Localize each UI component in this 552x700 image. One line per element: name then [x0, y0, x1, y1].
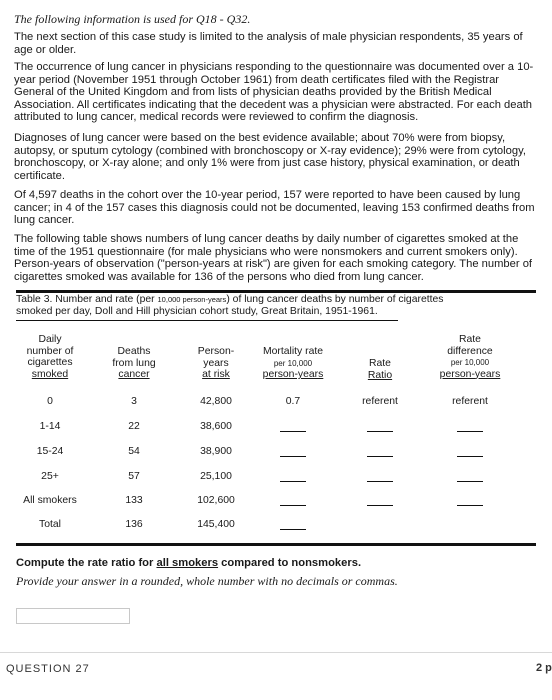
cell-deaths: 133 — [125, 495, 143, 506]
row-label: 0 — [47, 396, 53, 407]
header-rate-difference: Rate difference per 10,000 person-years — [439, 334, 501, 380]
row-label: All smokers — [23, 495, 77, 506]
blank-rate-ratio — [367, 505, 393, 506]
cell-person-years: 145,400 — [197, 519, 235, 530]
paragraph-scope: The next section of this case study is limited to the analysis of male physician respondents, 35 years of age or older. — [14, 31, 523, 56]
next-question-label: QUESTION 27 — [6, 663, 90, 675]
blank-mortality-rate — [280, 456, 306, 457]
cell-deaths: 22 — [128, 421, 140, 432]
blank-mortality-rate — [280, 431, 306, 432]
cell-person-years: 42,800 — [200, 396, 232, 407]
table-3 — [16, 290, 536, 321]
cell-person-years: 38,600 — [200, 421, 232, 432]
cell-person-years: 102,600 — [197, 495, 235, 506]
blank-mortality-rate — [280, 481, 306, 482]
paragraph-diagnoses: Diagnoses of lung cancer were based on the best evidence available; about 70% were from biopsy, autopsy, or sputum cytology (combined with bronchoscopy or X-ray evidence); 29% were from cytology, bronchoscopy, or X-ray alone; and only 1% were from just case history, physical examination, or death certificate. — [14, 132, 526, 182]
paragraph-occurrence: The occurrence of lung cancer in physicians responding to the questionnaire was documented over a 10-year period (November 1951 through October 1961) from death certificates filed with the Registrar General of the United Kingdom and from lists of physician deaths provided by the British Medical Association. All certificates indicating that the decedent was a physician were abstracted. For each death attributed to lung cancer, medical records were reviewed to confirm the diagnosis. — [14, 61, 534, 124]
blank-rate-ratio — [367, 481, 393, 482]
cell-person-years: 38,900 — [200, 446, 232, 457]
blank-rate-difference — [457, 456, 483, 457]
header-mortality-rate: Mortality rate per 10,000 person-years — [262, 346, 324, 380]
blank-mortality-rate — [280, 505, 306, 506]
row-label: 15-24 — [36, 446, 64, 457]
question-prompt: Compute the rate ratio for all smokers compared to nonsmokers. — [16, 557, 362, 569]
caption-rule — [16, 320, 398, 321]
cell-rate-ratio: referent — [362, 396, 398, 407]
header-rate-ratio: Rate Ratio — [367, 358, 393, 381]
paragraph-deaths: Of 4,597 deaths in the cohort over the 10-year period, 157 were reported to have been caused by lung cancer; in 4 of the 157 cases this diagnosis could not be documented, leaving 153 confirmed deaths from lung cancer. — [14, 189, 535, 227]
header-daily-cigarettes: Daily number of cigarettes smoked — [26, 334, 74, 380]
question-points: 2 p — [536, 662, 552, 674]
header-deaths: Deaths from lung cancer — [112, 346, 156, 380]
answer-input[interactable] — [16, 608, 130, 624]
cell-deaths: 136 — [125, 519, 143, 530]
cell-rate-difference: referent — [452, 396, 488, 407]
cell-person-years: 25,100 — [200, 471, 232, 482]
cell-mortality-rate: 0.7 — [285, 396, 301, 407]
blank-rate-difference — [457, 505, 483, 506]
answer-instructions: Provide your answer in a rounded, whole number with no decimals or commas. — [16, 574, 398, 588]
row-label: 25+ — [41, 471, 59, 482]
cell-deaths: 54 — [128, 446, 140, 457]
intro-text: The following information is used for Q18 - Q32. — [14, 12, 251, 26]
cell-deaths: 57 — [128, 471, 140, 482]
blank-rate-difference — [457, 431, 483, 432]
row-label: 1-14 — [39, 421, 61, 432]
row-label: Total — [39, 519, 61, 530]
paragraph-table-intro: The following table shows numbers of lung cancer deaths by daily number of cigarettes smoked at the time of the 1951 questionnaire (for male physicians who were nonsmokers and current smokers only). Person-years of observation ("person-years at risk") are given for each smoking category. The number of cigarettes smoked was available for 136 of the persons who died from lung cancer. — [14, 233, 533, 283]
table-bottom-rule — [16, 543, 536, 546]
blank-rate-ratio — [367, 456, 393, 457]
header-person-years: Person- years at risk — [197, 346, 235, 380]
blank-mortality-rate — [280, 529, 306, 530]
cell-deaths: 3 — [131, 396, 137, 407]
question-divider — [0, 652, 552, 653]
blank-rate-ratio — [367, 431, 393, 432]
table-caption: Table 3. Number and rate (per 10,000 person-years) of lung cancer deaths by number of cigarettes smoked per day, Doll and Hill physician cohort study, Great Britain, 1951-1961. — [16, 294, 444, 317]
blank-rate-difference — [457, 481, 483, 482]
